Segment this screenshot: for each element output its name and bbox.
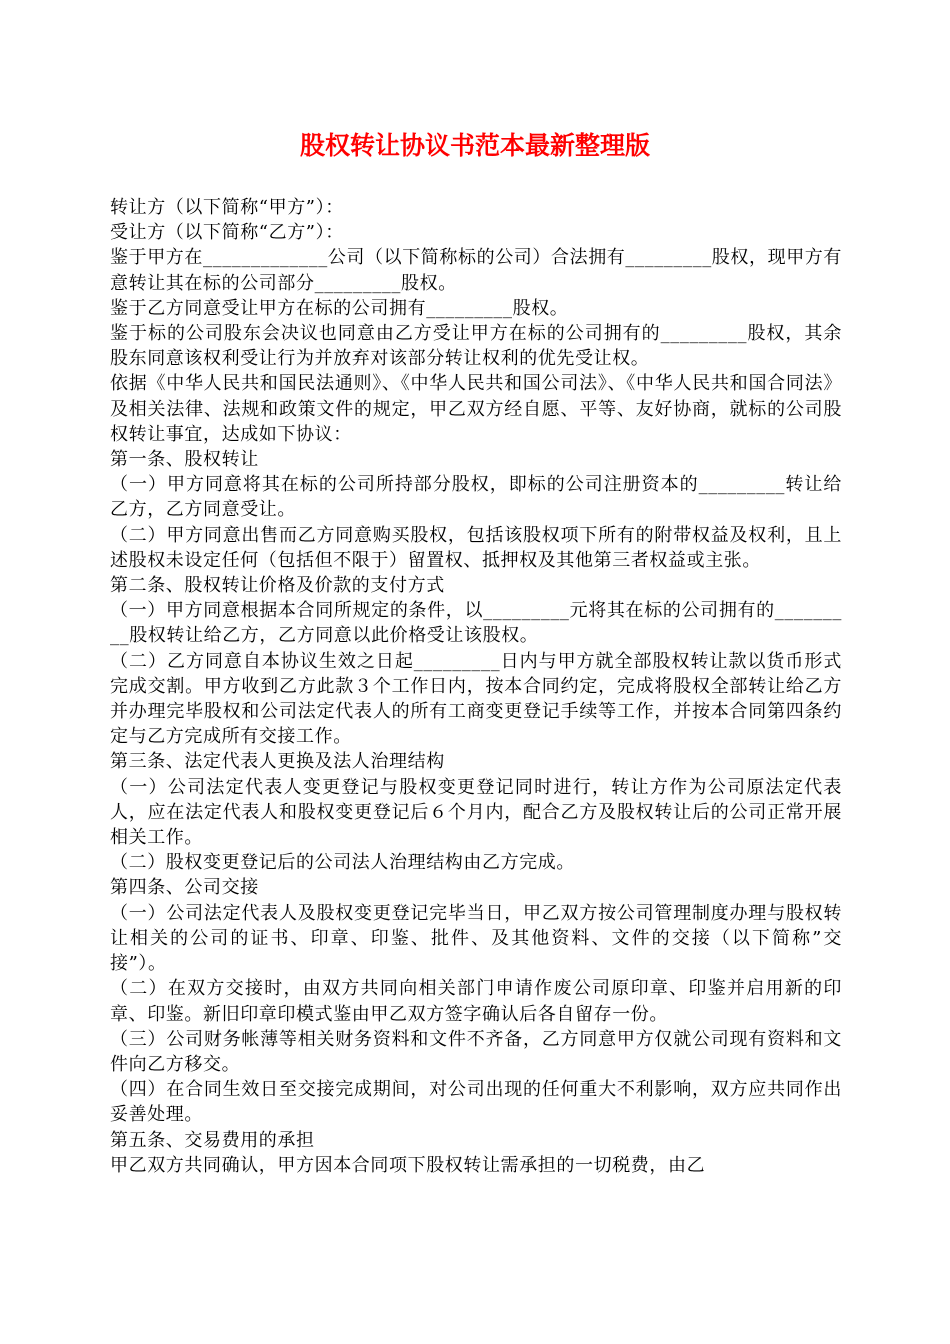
- article-4-clause-4: （四）在合同生效日至交接完成期间，对公司出现的任何重大不利影响，双方应共同作出妥善处理。: [110, 1079, 842, 1126]
- paragraph-basis: 依据《中华人民共和国民法通则》、《中华人民共和国公司法》、《中华人民共和国合同法》及相关法律、法规和政策文件的规定，甲乙双方经自愿、平等、友好协商，就标的公司股权转让事宜，达成如下协议：: [110, 373, 842, 445]
- article-4-clause-1: （一）公司法定代表人及股权变更登记完毕当日，甲乙双方按公司管理制度办理与股权转让相关的公司的证书、印章、印鉴、批件、及其他资料、文件的交接（以下简称”交接”）。: [110, 902, 842, 975]
- paragraph-whereas-1: 鉴于甲方在_____________公司（以下简称标的公司）合法拥有_________股权，现甲方有意转让其在标的公司部分_________股权。: [110, 247, 842, 294]
- article-1-clause-2: （二）甲方同意出售而乙方同意购买股权，包括该股权项下所有的附带权益及权利，且上述股权未设定任何（包括但不限于）留置权、抵押权及其他第三者权益或主张。: [110, 524, 842, 571]
- article-4-heading: 第四条、公司交接: [110, 877, 259, 899]
- article-5-heading: 第五条、交易费用的承担: [110, 1129, 315, 1151]
- article-4-clause-3: （三）公司财务帐薄等相关财务资料和文件不齐备，乙方同意甲方仅就公司现有资料和文件向乙方移交。: [110, 1028, 842, 1075]
- article-2-heading: 第二条、股权转让价格及价款的支付方式: [110, 575, 445, 597]
- article-3-clause-2: （二）股权变更登记后的公司法人治理结构由乙方完成。: [110, 852, 575, 874]
- article-5-body: 甲乙双方共同确认，甲方因本合同项下股权转让需承担的一切税费，由乙: [110, 1154, 706, 1176]
- article-2-clause-1: （一）甲方同意根据本合同所规定的条件，以_________元将其在标的公司拥有的_________股权转让给乙方，乙方同意以此价格受让该股权。: [110, 600, 842, 647]
- article-3-heading: 第三条、法定代表人更换及法人治理结构: [110, 751, 445, 773]
- paragraph-transferor: 转让方（以下简称“甲方”）：: [110, 197, 344, 218]
- article-1-heading: 第一条、股权转让: [110, 449, 259, 471]
- document-body: [110, 195, 842, 1178]
- article-3-clause-1: （一）公司法定代表人变更登记与股权变更登记同时进行，转让方作为公司原法定代表人，应在法定代表人和股权变更登记后６个月内，配合乙方及股权转让后的公司正常开展相关工作。: [110, 776, 842, 849]
- article-2-clause-2: （二）乙方同意自本协议生效之日起_________日内与甲方就全部股权转让款以货币形式完成交割。甲方收到乙方此款３个工作日内，按本合同约定，完成将股权全部转让给乙方并办理完毕股权和公司法定代表人的所有工商变更登记手续等工作，并按本合同第四条约定与乙方完成所有交接工作。: [110, 650, 842, 748]
- article-4-clause-2: （二）在双方交接时，由双方共同向相关部门申请作废公司原印章、印鉴并启用新的印章、印鉴。新旧印章印模式鉴由甲乙双方签字确认后各自留存一份。: [110, 978, 842, 1025]
- paragraph-whereas-3: 鉴于标的公司股东会决议也同意由乙方受让甲方在标的公司拥有的_________股权，其余股东同意该权利受让行为并放弃对该部分转让权利的优先受让权。: [110, 323, 842, 370]
- article-1-clause-1: （一）甲方同意将其在标的公司所持部分股权，即标的公司注册资本的_________转让给乙方，乙方同意受让。: [110, 474, 842, 521]
- document-title: 股权转让协议书范本最新整理版: [299, 131, 650, 160]
- paragraph-transferee: 受让方（以下简称“乙方”）：: [110, 222, 344, 244]
- paragraph-whereas-2: 鉴于乙方同意受让甲方在标的公司拥有_________股权。: [110, 297, 569, 319]
